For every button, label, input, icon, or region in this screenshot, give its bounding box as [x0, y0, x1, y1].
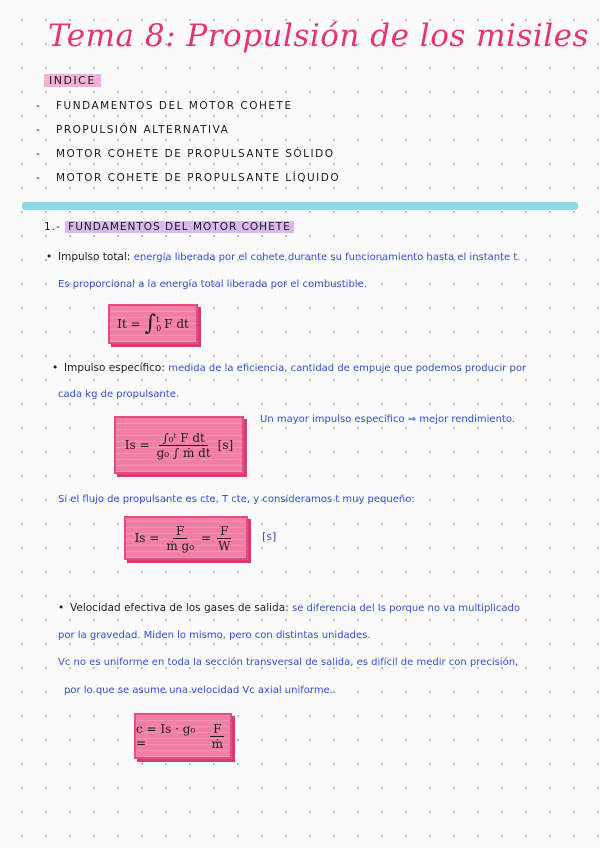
index-list	[36, 98, 340, 194]
formula-body: F dt	[164, 317, 189, 331]
formula-fraction: $\frac{F}{W}$	[218, 523, 231, 553]
velocidad-label: Velocidad efectiva de los gases de salida:	[70, 602, 289, 614]
flujo-unit: [s]	[262, 530, 277, 543]
impulso-especifico-line	[52, 362, 526, 374]
page-title: Tema 8: Propulsión de los misiles	[48, 18, 589, 54]
formula-unit: [s]	[217, 438, 234, 452]
index-label: INDICE	[44, 74, 101, 87]
formula-impulso-total	[108, 304, 198, 344]
impulso-total-line	[46, 251, 520, 263]
formula-fraction: $\frac{F}{\text{ṁ}}$	[211, 721, 223, 751]
impulso-total-text2: Es proporcional a la energía total liberada por el combustible.	[58, 279, 367, 290]
formula-lhs: Is =	[134, 531, 160, 545]
impulso-especifico-text: medida de la eficiencia, cantidad de empuje que podemos producir por	[168, 363, 527, 374]
velocidad-line	[58, 602, 520, 614]
velocidad-text2: por la gravedad. Miden lo mismo, pero con distintas unidades.	[58, 630, 371, 641]
index-heading	[44, 74, 101, 87]
integral-icon: ∫	[144, 311, 157, 336]
formula-flujo	[124, 516, 248, 560]
velocidad-text4: por lo que se asume una velocidad Vc axial uniforme.	[64, 685, 333, 696]
impulso-total-label: Impulso total:	[58, 251, 131, 263]
section-number: 1.-	[44, 221, 61, 233]
impulso-especifico-text2: cada kg de propulsante.	[58, 389, 180, 400]
index-item: - MOTOR COHETE DE PROPULSANTE SÓLIDO	[36, 148, 335, 160]
impulso-especifico-note: Un mayor impulso específico ⇒ mejor rendimiento.	[260, 414, 515, 425]
formula-lhs: c = Is · g₀ =	[136, 722, 196, 750]
formula-impulso-especifico	[114, 416, 244, 474]
formula-fraction: $\frac{\text{∫₀ᵗ F dt}}{\text{g₀ ∫ ṁ dt}}$	[156, 430, 211, 460]
velocidad-text3: Vc no es uniforme en toda la sección transversal de salida, es difícil de medir con precisión,	[58, 657, 519, 668]
bullet-icon: •	[52, 362, 59, 374]
index-item: - FUNDAMENTOS DEL MOTOR COHETE	[36, 100, 293, 112]
impulso-total-text: energía liberada por el cohete durante su funcionamiento hasta el instante t.	[133, 252, 521, 263]
formula-velocidad	[134, 713, 232, 759]
section-title: FUNDAMENTOS DEL MOTOR COHETE	[65, 221, 294, 233]
section-divider	[22, 202, 578, 210]
formula-lhs: It =	[117, 317, 141, 331]
section-heading	[44, 221, 294, 233]
bullet-icon: •	[46, 251, 53, 263]
bullet-icon: •	[58, 602, 65, 614]
index-item: - PROPULSIÓN ALTERNATIVA	[36, 124, 230, 136]
velocidad-text1: se diferencia del Is porque no va multiplicado	[292, 603, 520, 614]
formula-lhs: Is =	[124, 438, 150, 452]
integral-limits: t 0	[156, 315, 162, 333]
flujo-text: Si el flujo de propulsante es cte, T cte, y consideramos t muy pequeño:	[58, 494, 415, 505]
index-item: - MOTOR COHETE DE PROPULSANTE LÍQUIDO	[36, 172, 341, 184]
formula-fraction: $\frac{F}{\text{ṁ g₀}}$	[166, 523, 195, 553]
impulso-especifico-label: Impulso específico:	[64, 362, 165, 374]
formula-equals: =	[201, 531, 212, 545]
